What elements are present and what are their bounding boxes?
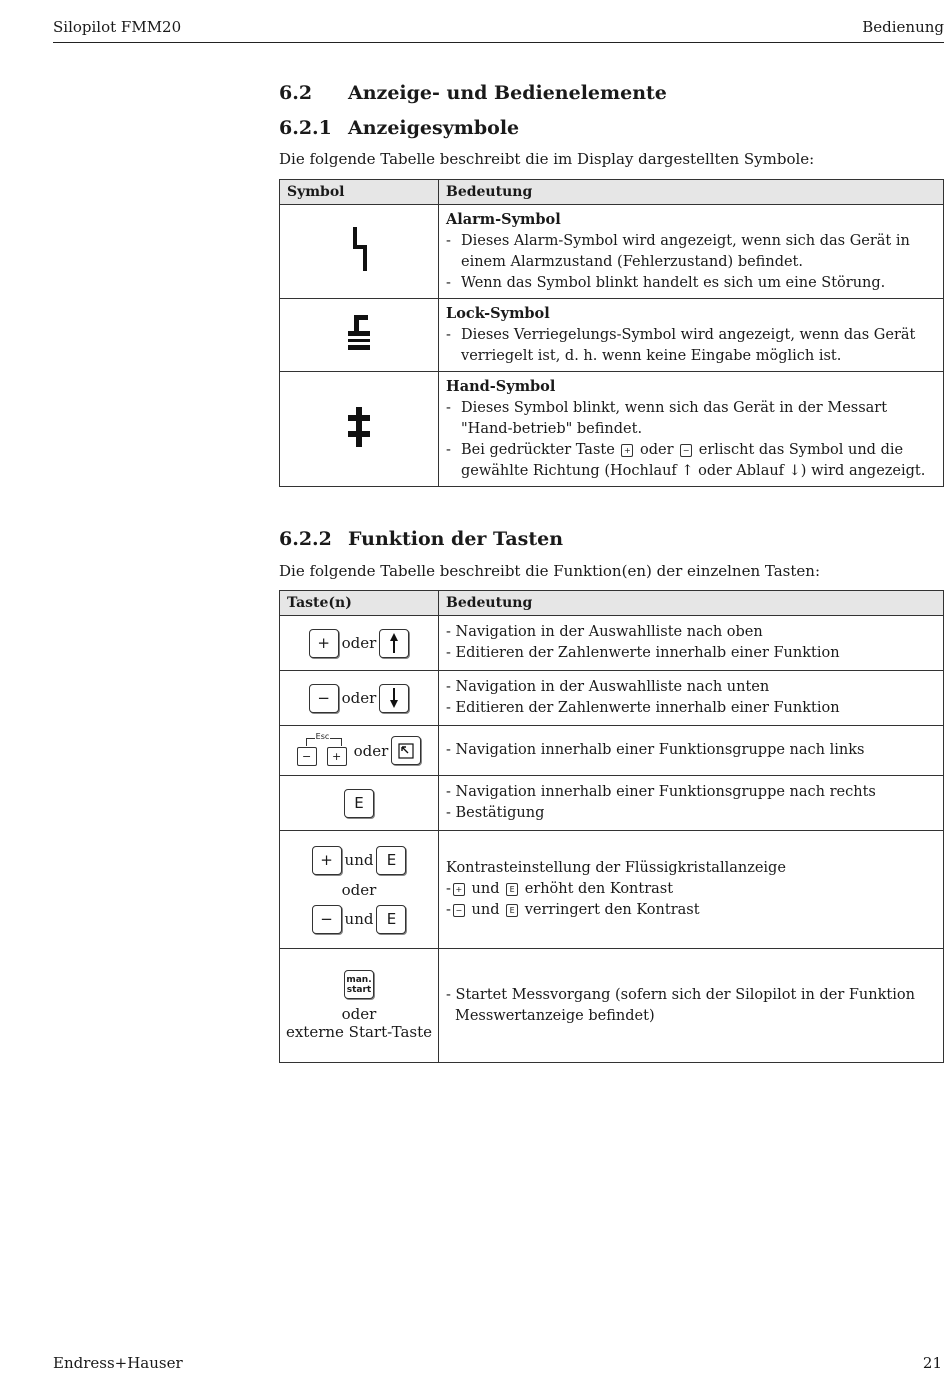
plus-key-icon: + (621, 444, 633, 457)
enter-key-icon: E (344, 789, 374, 818)
list-item: - Bestätigung (446, 805, 545, 821)
list-item: - Editieren der Zahlenwerte innerhalb einer Funktion (446, 700, 840, 716)
enter-key-icon: E (376, 846, 406, 875)
list-item: - Navigation in der Auswahlliste nach oben (446, 624, 763, 640)
table-row: + und E oder − und E Kontrasteinstellung der Flüssigkristallanzeige - + und E erhöht den Kontrast - − und E verringert den Kontrast (280, 831, 944, 949)
list-item: Bei gedrückter Taste + oder − erlischt das Symbol und die gewählte Richtung (Hochlauf ↑ oder Ablauf ↓) wird angezeigt. (461, 442, 926, 479)
page-header (53, 18, 944, 43)
table-row: Alarm-Symbol - Dieses Alarm-Symbol wird angezeigt, wenn sich das Gerät in einem Alarmzustand (Fehlerzustand) befindet. - Wenn das Symbol blinkt handelt es sich um eine Störung. (280, 205, 944, 299)
list-item: - + und E erhöht den Kontrast (446, 881, 674, 897)
symbols-table (279, 179, 944, 487)
contrast-title: Kontrasteinstellung der Flüssigkristallanzeige (446, 860, 786, 876)
intro-keys: Die folgende Tabelle beschreibt die Funktion(en) der einzelnen Tasten: (279, 562, 821, 580)
plus-key-icon: + (312, 846, 342, 875)
list-item: Dieses Alarm-Symbol wird angezeigt, wenn sich das Gerät in einem Alarmzustand (Fehlerzustand) befindet. (461, 233, 910, 270)
list-item: Dieses Verriegelungs-Symbol wird angezeigt, wenn das Gerät verriegelt ist, d. h. wenn keine Eingabe möglich ist. (461, 327, 916, 364)
esc-key-combo-icon: Esc − + (297, 735, 351, 767)
page-number: 21 (922, 1354, 942, 1372)
lock-symbol-title: Lock-Symbol (446, 305, 550, 322)
col-keys-header: Taste(n) (280, 591, 439, 616)
table-row: man. start oder externe Start-Taste - Startet Messvorgang (sofern sich der Silopilot in der Funktion Messwertanzeige befindet) (280, 949, 944, 1063)
alarm-symbol-title: Alarm-Symbol (446, 211, 561, 228)
external-start-key-label: externe Start-Taste (285, 1023, 433, 1041)
hand-symbol-title: Hand-Symbol (446, 378, 556, 395)
arrow-down-key-icon (379, 684, 409, 713)
arrow-up-key-icon (379, 629, 409, 658)
table-row: − oder - Navigation in der Auswahlliste nach unten - Editieren der Zahlenwerte innerhalb einer Funktion (280, 671, 944, 726)
intro-symbols: Die folgende Tabelle beschreibt die im Display dargestellten Symbole: (279, 150, 815, 168)
table-row: Lock-Symbol - Dieses Verriegelungs-Symbol wird angezeigt, wenn das Gerät verriegelt ist, d. h. wenn keine Eingabe möglich ist. (280, 299, 944, 372)
plus-key-icon: + (309, 629, 339, 658)
list-item: - − und E verringert den Kontrast (446, 902, 700, 918)
table-row (280, 776, 944, 831)
table-row: Hand-Symbol - Dieses Symbol blinkt, wenn sich das Gerät in der Messart "Hand-betrieb" befindet. - Bei gedrückter Taste + oder − erlischt das Symbol und die gewählte Richtung (Hochlauf ↑ oder Ablauf ↓) wird angezeigt. (280, 372, 944, 487)
header-product: Silopilot FMM20 (53, 18, 182, 36)
list-item: - Navigation innerhalb einer Funktionsgruppe nach links (446, 742, 865, 758)
col-meaning-header: Bedeutung (439, 591, 944, 616)
list-item: - Navigation innerhalb einer Funktionsgruppe nach rechts (446, 784, 876, 800)
col-symbol-header: Symbol (280, 180, 439, 205)
footer-company: Endress+Hauser (53, 1354, 183, 1372)
header-section: Bedienung (862, 18, 944, 36)
table-row: + oder - Navigation in der Auswahlliste nach oben - Editieren der Zahlenwerte innerhalb einer Funktion (280, 616, 944, 671)
list-item: Dieses Symbol blinkt, wenn sich das Gerät in der Messart "Hand-betrieb" befindet. (461, 400, 888, 437)
heading-6-2-1: 6.2.1 Anzeigesymbole (279, 117, 520, 139)
heading-6-2: 6.2 Anzeige- und Bedienelemente (279, 82, 667, 104)
list-item: - Editieren der Zahlenwerte innerhalb einer Funktion (446, 645, 840, 661)
escape-key-icon (391, 736, 421, 765)
hand-symbol-icon (344, 405, 374, 449)
list-item: Wenn das Symbol blinkt handelt es sich um eine Störung. (461, 275, 886, 291)
minus-key-icon: − (309, 684, 339, 713)
list-item: - Startet Messvorgang (sofern sich der Silopilot in der Funktion (446, 986, 915, 1003)
minus-key-icon: − (680, 444, 692, 457)
table-row: Esc − + oder - Navigation innerhalb einer Funktionsgruppe nach links (280, 726, 944, 776)
col-meaning-header: Bedeutung (439, 180, 944, 205)
list-item: - Navigation in der Auswahlliste nach unten (446, 679, 770, 695)
minus-key-icon: − (312, 905, 342, 934)
man-start-key-icon: man. start (344, 970, 374, 999)
heading-6-2-2: 6.2.2 Funktion der Tasten (279, 528, 564, 550)
lock-symbol-icon (344, 313, 374, 353)
alarm-symbol-icon (349, 225, 369, 275)
keys-table (279, 590, 944, 1063)
enter-key-icon: E (376, 905, 406, 934)
list-item-cont: Messwertanzeige befindet) (455, 1007, 655, 1024)
